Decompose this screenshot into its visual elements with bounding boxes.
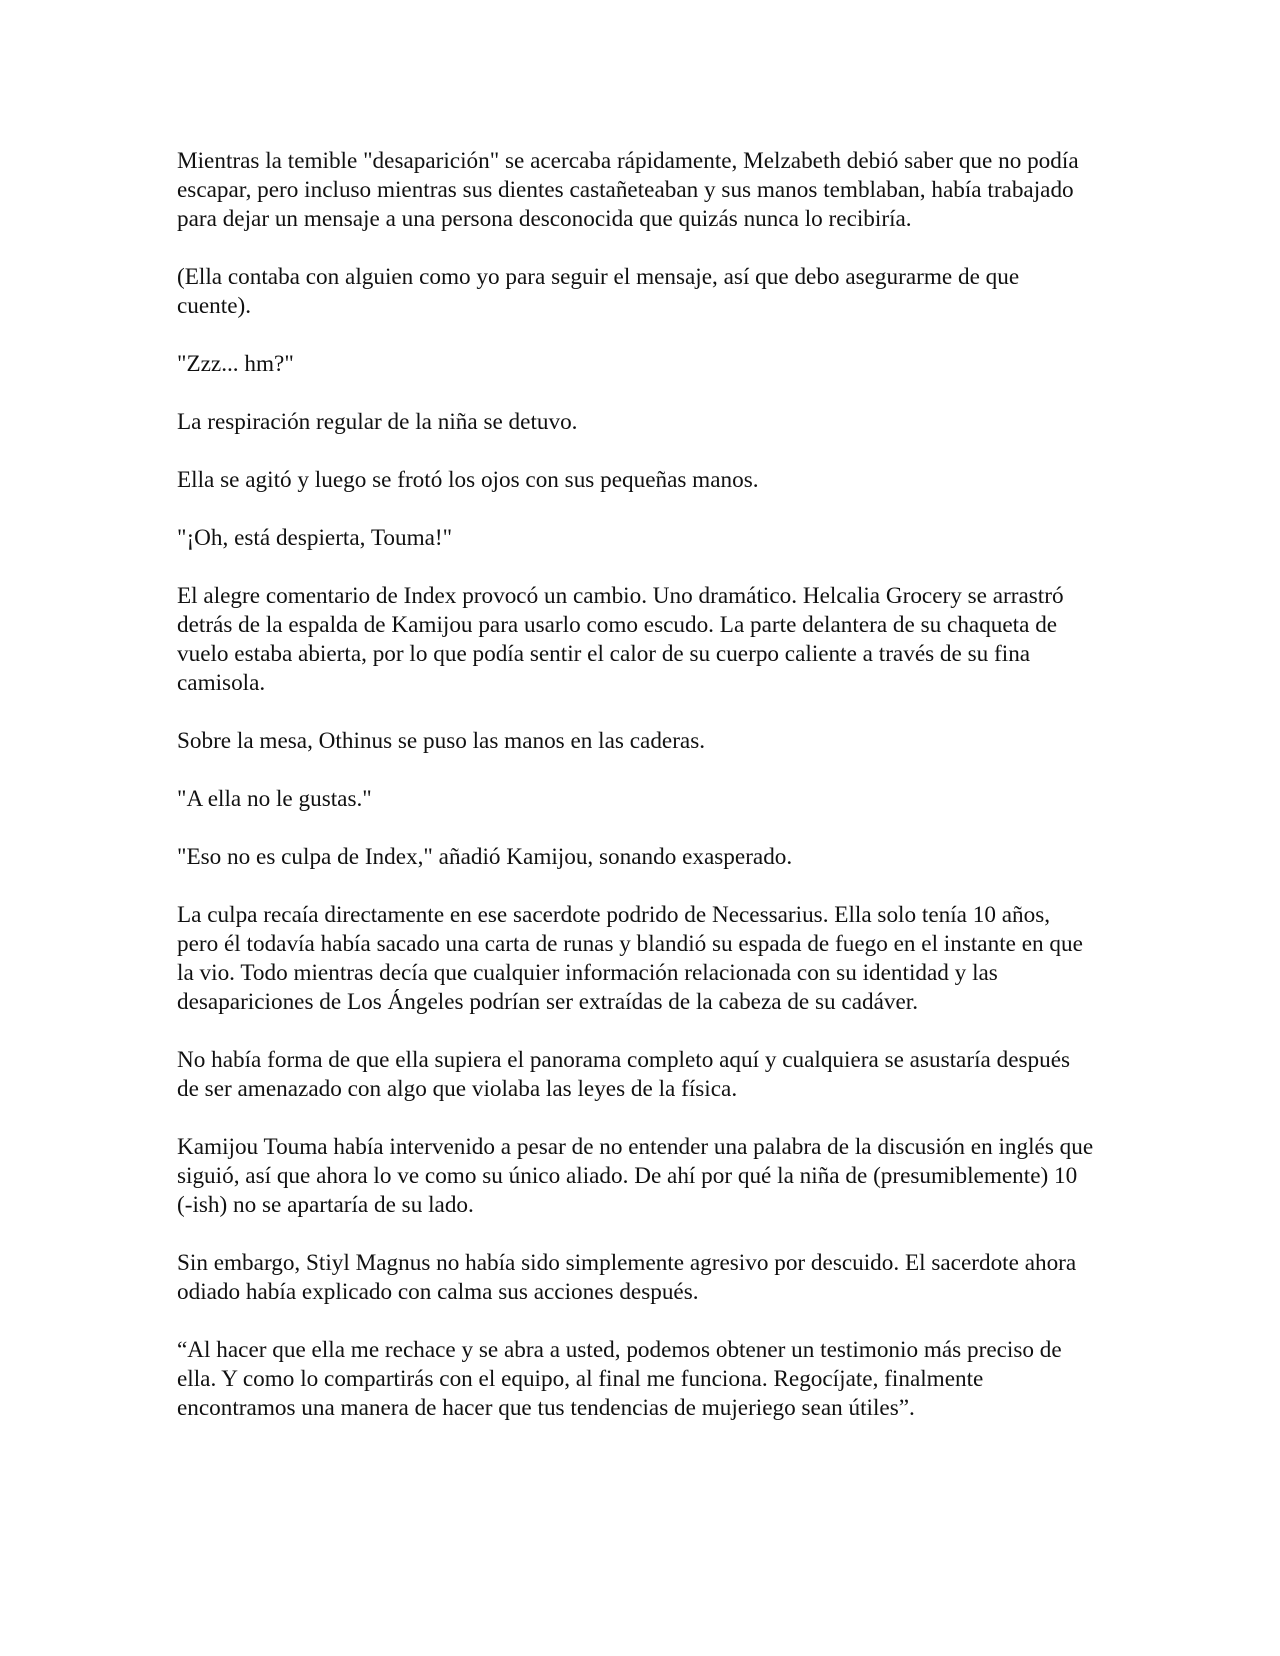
paragraph-8: Sobre la mesa, Othinus se puso las manos en las caderas.: [177, 728, 706, 754]
paragraph-4: La respiración regular de la niña se detuvo.: [177, 409, 578, 435]
paragraph-5: Ella se agitó y luego se frotó los ojos con sus pequeñas manos.: [177, 467, 759, 493]
paragraph-9: "A ella no le gustas.": [177, 786, 372, 812]
paragraph-13: Kamijou Touma había intervenido a pesar de no entender una palabra de la discusión en inglés que siguió, así que ahora lo ve como su único aliado. De ahí por qué la niña de (presumiblemente) 10 (-ish) no se apartaría de su lado.: [177, 1134, 1094, 1218]
paragraph-2: (Ella contaba con alguien como yo para seguir el mensaje, así que debo asegurarme de que cuente).: [177, 264, 1020, 319]
paragraph-3: "Zzz... hm?": [177, 351, 294, 377]
paragraph-6: "¡Oh, está despierta, Touma!": [177, 525, 453, 551]
paragraph-11: La culpa recaía directamente en ese sacerdote podrido de Necessarius. Ella solo tenía 10 años, pero él todavía había sacado una carta de runas y blandió su espada de fuego en el instante en que la vio. Todo mientras decía que cualquier información relacionada con su identidad y las desapariciones de Los Ángeles podrían ser extraídas de la cabeza de su cadáver.: [177, 902, 1083, 1015]
paragraph-14: Sin embargo, Stiyl Magnus no había sido simplemente agresivo por descuido. El sacerdote ahora odiado había explicado con calma sus acciones después.: [177, 1250, 1077, 1305]
paragraph-1: Mientras la temible "desaparición" se acercaba rápidamente, Melzabeth debió saber que no podía escapar, pero incluso mientras sus dientes castañeteaban y sus manos temblaban, había trabajado para dejar un mensaje a una persona desconocida que quizás nunca lo recibiría.: [177, 148, 1079, 232]
paragraph-15: “Al hacer que ella me rechace y se abra a usted, podemos obtener un testimonio más preciso de ella. Y como lo compartirás con el equipo, al final me funciona. Regocíjate, finalmente encontramos una manera de hacer que tus tendencias de mujeriego sean útiles”.: [177, 1337, 1062, 1421]
body-text: [177, 147, 1097, 1452]
paragraph-10: "Eso no es culpa de Index," añadió Kamijou, sonando exasperado.: [177, 844, 793, 870]
paragraph-12: No había forma de que ella supiera el panorama completo aquí y cualquiera se asustaría después de ser amenazado con algo que violaba las leyes de la física.: [177, 1047, 1071, 1102]
paragraph-7: El alegre comentario de Index provocó un cambio. Uno dramático. Helcalia Grocery se arrastró detrás de la espalda de Kamijou para usarlo como escudo. La parte delantera de su chaqueta de vuelo estaba abierta, por lo que podía sentir el calor de su cuerpo caliente a través de su fina camisola.: [177, 583, 1064, 696]
